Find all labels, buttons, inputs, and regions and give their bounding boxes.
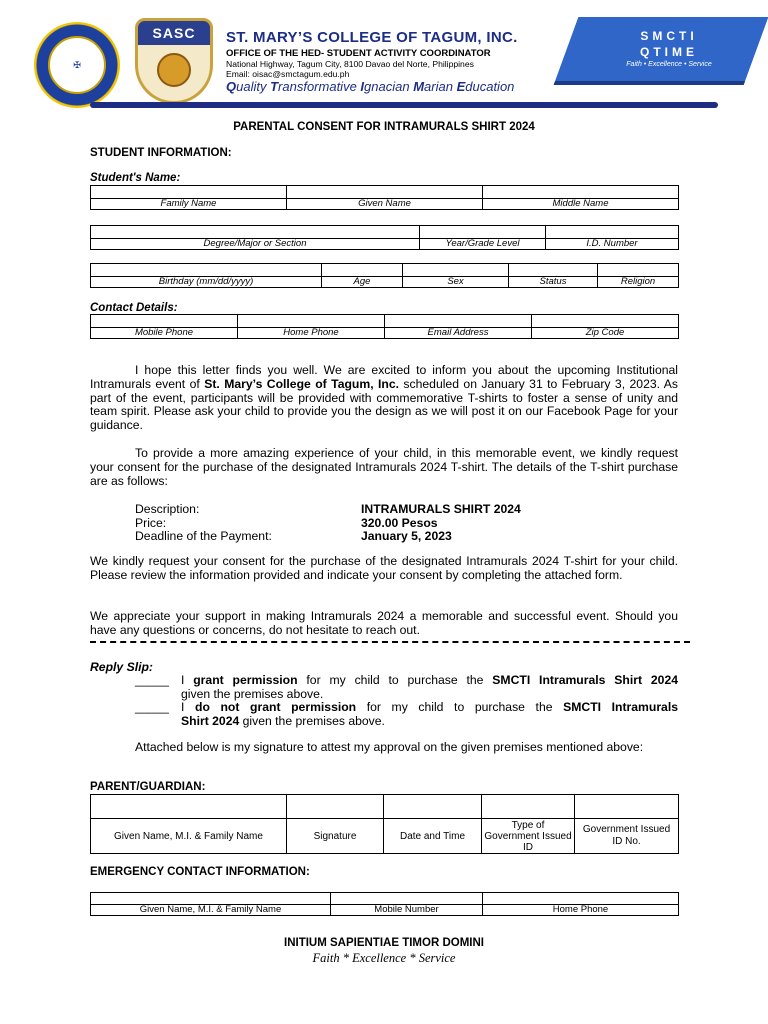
religion-label: Religion [598, 277, 679, 288]
sex-label: Sex [403, 277, 509, 288]
zip-code-field[interactable] [532, 315, 679, 328]
cut-line [90, 641, 690, 643]
mobile-phone-label: Mobile Phone [91, 328, 238, 339]
deny-blank[interactable]: _____ [135, 700, 169, 714]
grant-option: I grant permission for my child to purchase the SMCTI Intramurals Shirt 2024 [181, 673, 679, 687]
birthday-field[interactable] [91, 264, 322, 277]
seal-emblem-icon: ✠ [48, 36, 106, 94]
birthday-label: Birthday (mm/dd/yyyy) [91, 277, 322, 288]
given-name-label: Given Name [287, 199, 483, 210]
emergency-name-field[interactable] [91, 893, 331, 905]
deny-option-cont: Shirt 2024 given the premises above. [181, 714, 385, 728]
college-name: ST. MARY’S COLLEGE OF TAGUM, INC. [226, 29, 518, 46]
contact-table [90, 314, 679, 339]
id-number-field[interactable] [546, 226, 679, 239]
status-field[interactable] [509, 264, 598, 277]
parent-name-field[interactable] [91, 795, 287, 819]
core-values: Faith * Excellence * Service [312, 951, 456, 965]
degree-field[interactable] [91, 226, 420, 239]
emergency-name-label: Given Name, M.I. & Family Name [91, 905, 331, 916]
letter-paragraph-3: We kindly request your consent for the purchase of the designated Intramurals 2024 T-shirt for your child. Please review the information provided and indicate your consent by completing the attached form. [90, 554, 678, 582]
student-info-heading: STUDENT INFORMATION: [90, 147, 232, 159]
sasc-shield-logo [135, 18, 213, 104]
zip-code-label: Zip Code [532, 328, 679, 339]
id-number-label-parent: Government Issued ID No. [575, 819, 679, 854]
mobile-phone-field[interactable] [91, 315, 238, 328]
deadline-label: Deadline of the Payment: [135, 529, 272, 543]
banner-title: SMCTI QTIME [640, 29, 698, 59]
deadline-value: January 5, 2023 [361, 529, 452, 543]
address: National Highway, Tagum City, 8100 Davao del Norte, Philippines [226, 59, 474, 69]
email-address-field[interactable] [385, 315, 532, 328]
id-type-label: Type of Government Issued ID [482, 819, 575, 854]
signature-field[interactable] [287, 795, 384, 819]
age-label: Age [322, 277, 403, 288]
given-name-field[interactable] [287, 186, 483, 199]
id-number-label: I.D. Number [546, 239, 679, 250]
emergency-home-field[interactable] [483, 893, 679, 905]
description-value: INTRAMURALS SHIRT 2024 [361, 502, 521, 516]
home-phone-label: Home Phone [238, 328, 385, 339]
letter-paragraph-1: I hope this letter finds you well. We are excited to inform you about the upcoming Institutional Intramurals event of St. Mary’s College of Tagum, Inc. scheduled on January 31 to February 3, 2023. As part of the event, participants will be provided with commemorative T-shirts to foster a sense of unity and team spirit. Please ask your child to provide you the design as we will post it on our Facebook Page for your guidance. [90, 363, 678, 433]
age-field[interactable] [322, 264, 403, 277]
description-label: Description: [135, 502, 200, 516]
degree-label: Degree/Major or Section [91, 239, 420, 250]
student-name-table [90, 185, 679, 210]
deny-option: I do not grant permission for my child to purchase the SMCTI Intramurals [181, 700, 678, 714]
sex-field[interactable] [403, 264, 509, 277]
id-type-field[interactable] [482, 795, 575, 819]
parent-guardian-heading: PARENT/GUARDIAN: [90, 781, 206, 793]
price-value: 320.00 Pesos [361, 516, 438, 530]
emergency-contact-table [90, 892, 679, 916]
family-name-label: Family Name [91, 199, 287, 210]
page-title: PARENTAL CONSENT FOR INTRAMURALS SHIRT 2024 [233, 121, 535, 133]
student-name-label: Student's Name: [90, 172, 181, 184]
shield-label: SASC [152, 25, 196, 41]
religion-field[interactable] [598, 264, 679, 277]
emergency-heading: EMERGENCY CONTACT INFORMATION: [90, 866, 310, 878]
contact-details-label: Contact Details: [90, 302, 178, 314]
latin-motto: INITIUM SAPIENTIAE TIMOR DOMINI [284, 937, 484, 949]
grant-blank[interactable]: _____ [135, 673, 169, 687]
home-phone-field[interactable] [238, 315, 385, 328]
year-level-label: Year/Grade Level [420, 239, 546, 250]
middle-name-field[interactable] [483, 186, 679, 199]
header-divider [90, 102, 718, 108]
date-time-label: Date and Time [384, 819, 482, 854]
banner-subtitle: Faith • Excellence • Service [626, 61, 712, 68]
emergency-home-label: Home Phone [483, 905, 679, 916]
birthday-table [90, 263, 679, 288]
degree-table [90, 225, 679, 250]
date-time-field[interactable] [384, 795, 482, 819]
shield-emblem-icon [157, 53, 191, 87]
grant-option-cont: given the premises above. [181, 687, 324, 701]
email: Email: oisac@smctagum.edu.ph [226, 69, 350, 79]
family-name-field[interactable] [91, 186, 287, 199]
letter-paragraph-2: To provide a more amazing experience of your child, in this memorable event, we kindly request your consent for the purchase of the designated Intramurals 2024 T-shirt. The details of the T-shirt purchase are as follows: [90, 446, 678, 488]
motto: Quality Transformative Ignacian Marian Education [226, 79, 515, 94]
parent-guardian-table [90, 794, 679, 854]
parent-name-label: Given Name, M.I. & Family Name [91, 819, 287, 854]
email-address-label: Email Address [385, 328, 532, 339]
letter-paragraph-4: We appreciate your support in making Intramurals 2024 a memorable and successful event. Should you have any questions or concerns, do not hesitate to reach out. [90, 609, 678, 637]
signature-label: Signature [287, 819, 384, 854]
emergency-mobile-field[interactable] [331, 893, 483, 905]
reply-slip-heading: Reply Slip: [90, 660, 153, 674]
office-name: OFFICE OF THE HED- STUDENT ACTIVITY COORDINATOR [226, 48, 491, 59]
status-label: Status [509, 277, 598, 288]
emergency-mobile-label: Mobile Number [331, 905, 483, 916]
attest-paragraph: Attached below is my signature to attest my approval on the given premises mentioned above: [135, 740, 644, 754]
college-seal-logo [34, 22, 120, 108]
price-label: Price: [135, 516, 167, 530]
year-level-field[interactable] [420, 226, 546, 239]
middle-name-label: Middle Name [483, 199, 679, 210]
id-number-field-parent[interactable] [575, 795, 679, 819]
